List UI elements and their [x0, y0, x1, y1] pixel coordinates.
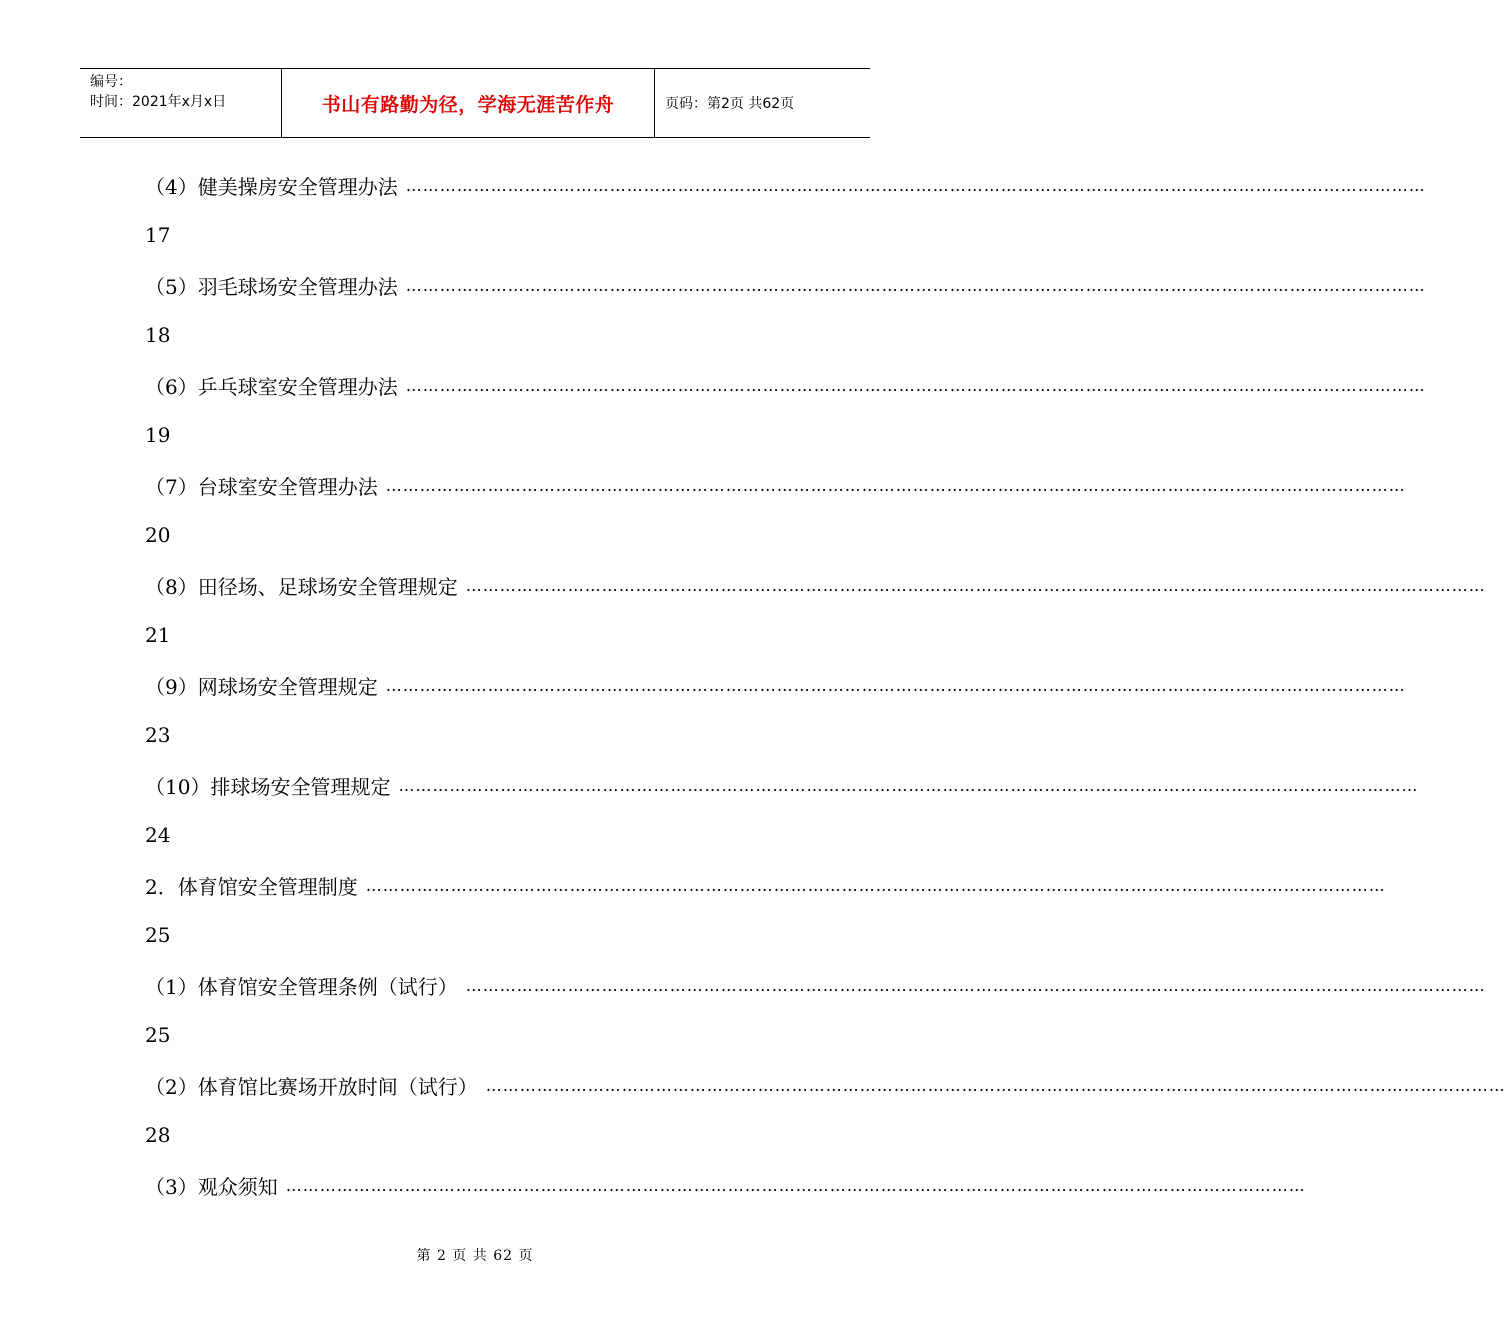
- toc-entry: [145, 1160, 1306, 1210]
- toc-entry-title: （9）网球场安全管理规定: [145, 674, 378, 699]
- toc-entry: [145, 860, 1386, 910]
- toc-entry-title: （2）体育馆比赛场开放时间（试行）: [145, 1074, 478, 1099]
- toc-entry-page: 17: [145, 223, 171, 247]
- toc-entry-title: （1）体育馆安全管理条例（试行）: [145, 974, 458, 999]
- toc-entry: [145, 760, 1419, 810]
- time-label: 时间：2021年x月x日: [90, 94, 227, 110]
- toc-entry-title: （10）排球场安全管理规定: [145, 774, 391, 799]
- toc-entry: [145, 660, 1406, 710]
- toc-entry: [145, 1060, 1506, 1110]
- toc-entry-page: 24: [145, 823, 171, 847]
- toc-entry: [145, 360, 1426, 410]
- toc-entry-page: 19: [145, 423, 171, 447]
- toc-entry-title: （7）台球室安全管理办法: [145, 474, 378, 499]
- toc-entry: [145, 560, 1486, 610]
- toc-entry-page: 20: [145, 523, 171, 547]
- toc-entry-title: （5）羽毛球场安全管理办法: [145, 274, 398, 299]
- toc-entry-title: 2．体育馆安全管理制度: [145, 874, 358, 899]
- page-header: [80, 68, 870, 138]
- toc-dot-leader: ………………………………………………………………………………………………………………………………………………………………: [405, 175, 1426, 195]
- table-of-contents: [145, 160, 1506, 1210]
- toc-entry: [145, 260, 1426, 310]
- toc-entry-page: 21: [145, 623, 171, 647]
- toc-dot-leader: ………………………………………………………………………………………………………………………………………………………………: [365, 875, 1386, 895]
- toc-dot-leader: ………………………………………………………………………………………………………………………………………………………………: [385, 675, 1406, 695]
- toc-dot-leader: ………………………………………………………………………………………………………………………………………………………………: [485, 1075, 1506, 1095]
- toc-entry-title: （6）乒乓球室安全管理办法: [145, 374, 398, 399]
- toc-dot-leader: ………………………………………………………………………………………………………………………………………………………………: [285, 1175, 1306, 1195]
- toc-dot-leader: ………………………………………………………………………………………………………………………………………………………………: [398, 775, 1419, 795]
- toc-entry-page: 25: [145, 923, 171, 947]
- page-footer: 第 2 页 共 62 页: [416, 1248, 534, 1264]
- toc-dot-leader: ………………………………………………………………………………………………………………………………………………………………: [465, 975, 1486, 995]
- header-motto: 书山有路勤为径，学海无涯苦作舟: [282, 69, 655, 137]
- toc-dot-leader: ………………………………………………………………………………………………………………………………………………………………: [465, 575, 1486, 595]
- toc-entry-title: （8）田径场、足球场安全管理规定: [145, 574, 458, 599]
- toc-entry: [145, 160, 1426, 210]
- toc-entry-page: 25: [145, 1023, 171, 1047]
- toc-dot-leader: ………………………………………………………………………………………………………………………………………………………………: [385, 475, 1406, 495]
- toc-entry: [145, 460, 1406, 510]
- toc-entry-page: 23: [145, 723, 171, 747]
- toc-entry-page: 28: [145, 1123, 171, 1147]
- toc-entry-title: （4）健美操房安全管理办法: [145, 174, 398, 199]
- toc-entry: [145, 960, 1486, 1010]
- toc-dot-leader: ………………………………………………………………………………………………………………………………………………………………: [405, 375, 1426, 395]
- number-label: 编号：: [90, 74, 132, 90]
- header-page-label: 页码：第2页 共62页: [665, 96, 795, 112]
- header-info: [80, 69, 282, 137]
- toc-entry-title: （3）观众须知: [145, 1174, 278, 1199]
- toc-dot-leader: ………………………………………………………………………………………………………………………………………………………………: [405, 275, 1426, 295]
- toc-entry-page: 18: [145, 323, 171, 347]
